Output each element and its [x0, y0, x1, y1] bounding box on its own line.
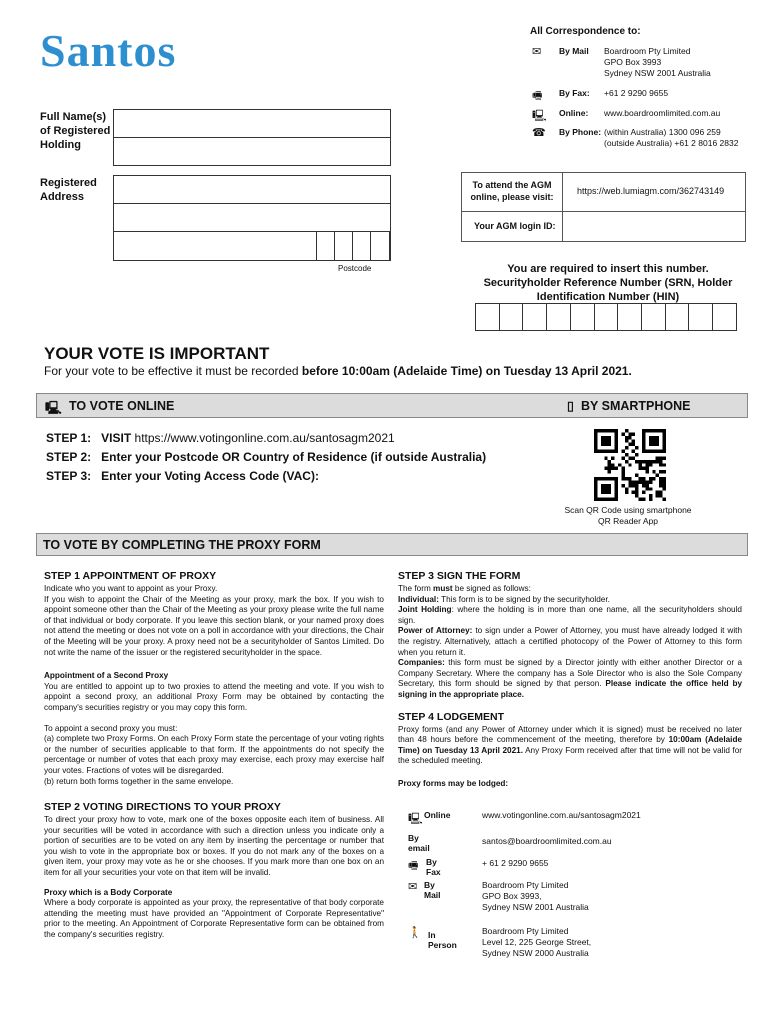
step2-title: STEP 2 VOTING DIRECTIONS TO YOUR PROXY — [44, 801, 281, 814]
companies-rule: Companies: this form must be signed by a Director jointly with either another Director or a Company Secretary. Where the company has a Sole Director who is also the Sole Company Secretary, this form should be signed by that person. Please indicate the office held by signing in the appropriate place. — [398, 658, 743, 699]
full-name-field-2[interactable] — [113, 137, 391, 166]
vote-deadline: before 10:00am (Adelaide Time) on Tuesday 13 April 2021. — [301, 364, 632, 378]
agm-login-field[interactable] — [562, 211, 746, 242]
srn-cell[interactable] — [570, 303, 595, 331]
lodge-value: + 61 2 9290 9655 — [482, 858, 549, 868]
online-step-2 — [46, 450, 486, 464]
body-corporate-heading: Proxy which is a Body Corporate — [44, 887, 173, 897]
right-column — [398, 570, 742, 790]
voting-url[interactable]: https://www.votingonline.com.au/santosagm2021 — [134, 431, 395, 445]
fax-icon: 🖷 — [532, 90, 543, 102]
correspondence-label: By Phone: — [559, 127, 602, 137]
step-action: Enter your Postcode OR Country of Residence (if outside Australia) — [101, 450, 487, 464]
srn-cell[interactable] — [712, 303, 737, 331]
srn-cell[interactable] — [617, 303, 642, 331]
left-column — [44, 570, 384, 941]
srn-cell[interactable] — [688, 303, 713, 331]
step-label: STEP 3: — [46, 469, 92, 483]
computer-icon: 🖳 — [532, 110, 547, 122]
online-step-1 — [46, 431, 395, 445]
fax-icon: 🖷 — [408, 860, 419, 872]
srn-instruction: You are required to insert this number. Securityholder Reference Number (SRN, Holder Identification Number (HIN) — [483, 263, 733, 303]
vote-subtitle — [44, 364, 632, 378]
correspondence-title: All Correspondence to: — [530, 26, 641, 37]
agm-login-label: Your AGM login ID: — [461, 211, 563, 242]
power-of-attorney-rule: Power of Attorney: to sign under a Power of Attorney, you must have already lodged it with the registry. Alternatively, attach a certified photocopy of the Power of Attorney to this form when you return it. — [398, 626, 742, 657]
step-label: STEP 2: — [46, 450, 92, 464]
lodge-value: Boardroom Pty Limited GPO Box 3993, Sydney NSW 2001 Australia — [482, 880, 589, 912]
step3-title: STEP 3 SIGN THE FORM — [398, 570, 521, 582]
proxy-form-bar — [36, 533, 748, 556]
correspondence-value: Boardroom Pty Limited GPO Box 3993 Sydney NSW 2001 Australia — [604, 46, 711, 78]
agm-attend-label: To attend the AGM online, please visit: — [461, 172, 563, 212]
srn-cell[interactable] — [665, 303, 690, 331]
correspondence-label: By Fax: — [559, 88, 590, 98]
qr-code-icon[interactable] — [594, 429, 666, 501]
body-corporate-para: Where a body corporate is appointed as your proxy, the representative of that body corporate attending the meeting must have provided an "Appointment of Corporate Representative" prior to the meeting. An Appointment of Corporate Representative form can be obtained from the company's securities registry. — [44, 898, 384, 940]
address-field-1[interactable] — [113, 175, 391, 204]
step-action: VISIT — [101, 431, 132, 445]
agm-url[interactable]: https://web.lumiagm.com/362743149 — [562, 172, 746, 212]
second-proxy-heading: Appointment of a Second Proxy — [44, 671, 169, 681]
lodge-label: By Fax — [426, 857, 441, 877]
second-proxy-para: You are entitled to appoint up to two proxies to attend the meeting and vote. If you wish to appoint a second proxy, an additional Proxy Form may be obtained by contacting the company's securities registry or you may copy this form. — [44, 681, 384, 712]
individual-rule: Individual: This form is to be signed by the securityholder. — [398, 594, 610, 604]
correspondence-value: www.boardroomlimited.com.au — [604, 108, 721, 118]
envelope-icon: ✉ — [408, 881, 418, 893]
correspondence-label: By Mail — [559, 46, 589, 56]
proxy-form-title: TO VOTE BY COMPLETING THE PROXY FORM — [43, 538, 321, 552]
vote-online-bar — [36, 393, 748, 418]
lodge-label: By email — [408, 833, 430, 853]
step3-intro: The form must be signed as follows: — [398, 584, 531, 593]
step1-title: STEP 1 APPOINTMENT OF PROXY — [44, 570, 217, 582]
srn-cell[interactable] — [546, 303, 571, 331]
lodge-value[interactable]: santos@boardroomlimited.com.au — [482, 836, 612, 846]
person-icon: 🚶 — [408, 927, 422, 939]
srn-cell[interactable] — [522, 303, 547, 331]
vote-title: YOUR VOTE IS IMPORTANT — [44, 344, 270, 363]
joint-holding-rule: Joint Holding: where the holding is in more than one name, all the securityholders should sign. — [398, 605, 742, 625]
correspondence-value: +61 2 9290 9655 — [604, 88, 669, 98]
full-name-field-1[interactable] — [113, 109, 391, 138]
step1-para: If you wish to appoint the Chair of the Meeting as your proxy, mark the box. If you wish to appoint someone other than the Chair of the Meeting as your proxy please write the full name of that individual or body corporate. If you leave this section blank, or your named proxy does not attend the meeting or does not vote on a poll in accordance with your directions, the Chair of the Meeting will be your proxy. A proxy need not be a securityholder of Santos Limited. Do not write the name of the issuer or the registered securityholder in the space. — [44, 594, 384, 657]
full-name-label: Full Name(s) of Registered Holding — [40, 111, 111, 151]
postcode-label: Postcode — [338, 264, 372, 273]
online-step-3 — [46, 469, 319, 483]
step4-para: Proxy forms (and any Power of Attorney under which it is signed) must be received no later than 48 hours before the commencement of the meeting, therefore by 10:00am (Adelaide Time) on Tuesday 13 April 2021. Any Proxy Form received after that time will not be valid for the scheduled meeting. — [398, 724, 742, 766]
step-label: STEP 1: — [46, 431, 92, 445]
second-proxy-steps: To appoint a second proxy you must: (a) complete two Proxy Forms. On each Proxy Form state the percentage of your voting rights or the number of securities applicable to that form. If the appointments do not specify the percentage or number of votes that each proxy may exercise, each proxy may exercise half your votes. Fractions of votes will be disregarded. (b) return both forms together in the same envelope. — [44, 723, 384, 786]
srn-cell[interactable] — [594, 303, 619, 331]
srn-cell[interactable] — [499, 303, 524, 331]
step1-intro: Indicate who you want to appoint as your Proxy. — [44, 584, 218, 593]
step2-para: To direct your proxy how to vote, mark one of the boxes opposite each item of business. All your securities will be voted in accordance with such a direction unless you indicate only a portion of securities are to be voted on any item by inserting the percentage or number that you wish to vote in the appropriate box or boxes. If you do not mark any of the boxes on a given item, your proxy may vote as he or she chooses. If you mark more than one box on an item for all your securities your vote on that item will be invalid. — [44, 815, 384, 878]
smartphone-title: BY SMARTPHONE — [581, 399, 691, 413]
envelope-icon: ✉ — [532, 46, 542, 58]
computer-icon: 🖳 — [408, 813, 423, 825]
srn-cell[interactable] — [475, 303, 500, 331]
qr-caption: Scan QR Code using smartphone QR Reader App — [564, 505, 692, 526]
step-action: Enter your Voting Access Code (VAC): — [101, 469, 319, 483]
lodge-value[interactable]: www.votingonline.com.au/santosagm2021 — [482, 810, 641, 820]
agm-table — [461, 172, 746, 242]
vote-online-title: TO VOTE ONLINE — [69, 399, 175, 413]
phone-icon: ☎ — [532, 127, 546, 139]
srn-cell[interactable] — [641, 303, 666, 331]
address-label: Registered Address — [40, 177, 97, 203]
computer-icon: 🖳 — [45, 401, 62, 415]
correspondence-label: Online: — [559, 108, 589, 118]
correspondence-value: (within Australia) 1300 096 259 (outside Australia) +61 2 8016 2832 — [604, 127, 739, 148]
smartphone-icon: ▯ — [567, 399, 574, 413]
lodge-label: In Person — [428, 930, 457, 950]
santos-logo: Santos — [40, 25, 177, 76]
lodge-label: Online — [424, 810, 451, 820]
lodge-title: Proxy forms may be lodged: — [398, 778, 509, 788]
step4-title: STEP 4 LODGEMENT — [398, 710, 504, 723]
lodge-value: Boardroom Pty Limited Level 12, 225 George Street, Sydney NSW 2000 Australia — [482, 926, 592, 958]
vote-subtitle-text: For your vote to be effective it must be recorded — [44, 364, 302, 378]
address-field-2[interactable] — [113, 203, 391, 232]
lodge-label: By Mail — [424, 880, 441, 900]
